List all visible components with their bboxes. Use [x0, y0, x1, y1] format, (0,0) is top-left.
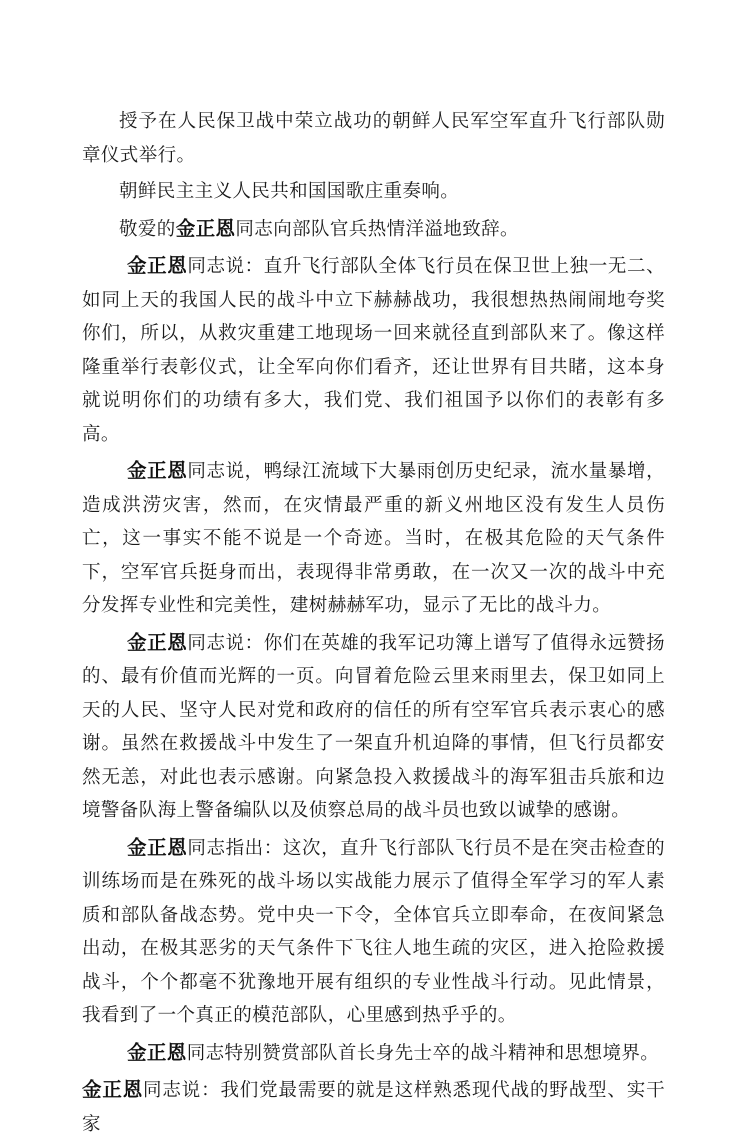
paragraph-quote-5 — [82, 1073, 665, 1141]
leader-name: 金正恩 — [127, 254, 188, 277]
paragraph-text: 同志说：你们在英雄的我军记功簿上谱写了值得永远赞扬的、最有价值而光辉的一页。向冒着危险云里来雨里去，保卫如同上天的人民、坚守人民对党和政府的信任的所有空军官兵表示衷心的感谢。虽然在救援战斗中发生了一架直升机迫降的事情，但飞行员都安然无恙，对此也表示感谢。向紧急投入救援战斗的海军狙击兵旅和边境警备队海上警备编队以及侦察总局的战斗员也致以诚挚的感谢。 — [82, 632, 665, 821]
paragraph-text: 同志指出：这次，直升飞行部队飞行员不是在突击检查的训练场而是在殊死的战斗场以实战能力展示了值得全军学习的军人素质和部队备战态势。党中央一下令，全体官兵立即奉命，在夜间紧急出动，在极其恶劣的天气条件下飞往人地生疏的灾区，进入抢险救援战斗，个个都毫不犹豫地开展有组织的专业性战斗行动。见此情景，我看到了一个真正的模范部队，心里感到热乎乎的。 — [82, 837, 665, 1026]
paragraph-anthem — [82, 175, 665, 209]
leader-name: 金正恩 — [127, 630, 188, 654]
paragraph-ceremony — [82, 105, 665, 172]
leader-name: 金正恩 — [82, 1078, 144, 1101]
paragraph-text: 授予在人民保卫战中荣立战功的朝鲜人民军空军直升飞行部队勋章仪式举行。 — [82, 111, 665, 166]
paragraph-praise — [82, 1036, 665, 1071]
leader-name: 金正恩 — [127, 1040, 187, 1064]
leader-name: 金正恩 — [175, 216, 236, 240]
paragraph-speech-intro — [82, 212, 665, 247]
document-body — [82, 105, 665, 1144]
paragraph-text: 朝鲜民主主义人民共和国国歌庄重奏响。 — [119, 181, 460, 202]
paragraph-text: 同志向部队官兵热情洋溢地致辞。 — [235, 218, 519, 240]
paragraph-quote-1 — [82, 249, 665, 451]
paragraph-text: 同志说：直升飞行部队全体飞行员在保卫世上独一无二、如同上天的我国人民的战斗中立下赫赫战功，我很想热热闹闹地夸奖你们，所以，从救灾重建工地现场一回来就径直到部队来了。像这样隆重举行表彰仪式，让全军向你们看齐，还让世界有目共睹，这本身就说明你们的功绩有多大，我们党、我们祖国予以你们的表彰有多高。 — [82, 256, 665, 445]
paragraph-quote-4 — [82, 831, 665, 1033]
leader-name: 金正恩 — [127, 835, 188, 859]
leader-name: 金正恩 — [127, 459, 188, 482]
paragraph-text: 同志说：我们党最需要的就是这样熟悉现代战的野战型、实干家 — [82, 1080, 665, 1135]
paragraph-prefix: 敬爱的 — [119, 218, 176, 240]
paragraph-text: 同志特别赞赏部队首长身先士卒的战斗精神和思想境界。 — [186, 1042, 660, 1064]
paragraph-quote-2 — [82, 454, 665, 623]
paragraph-quote-3 — [82, 626, 665, 828]
paragraph-text: 同志说，鸭绿江流域下大暴雨创历史纪录，流水量暴增，造成洪涝灾害，然而，在灾情最严重的新义州地区没有发生人员伤亡，这一事实不能不说是一个奇迹。当时，在极其危险的天气条件下，空军官兵挺身而出，表现得非常勇敢，在一次又一次的战斗中充分发挥专业性和完美性，建树赫赫军功，显示了无比的战斗力。 — [82, 461, 665, 616]
